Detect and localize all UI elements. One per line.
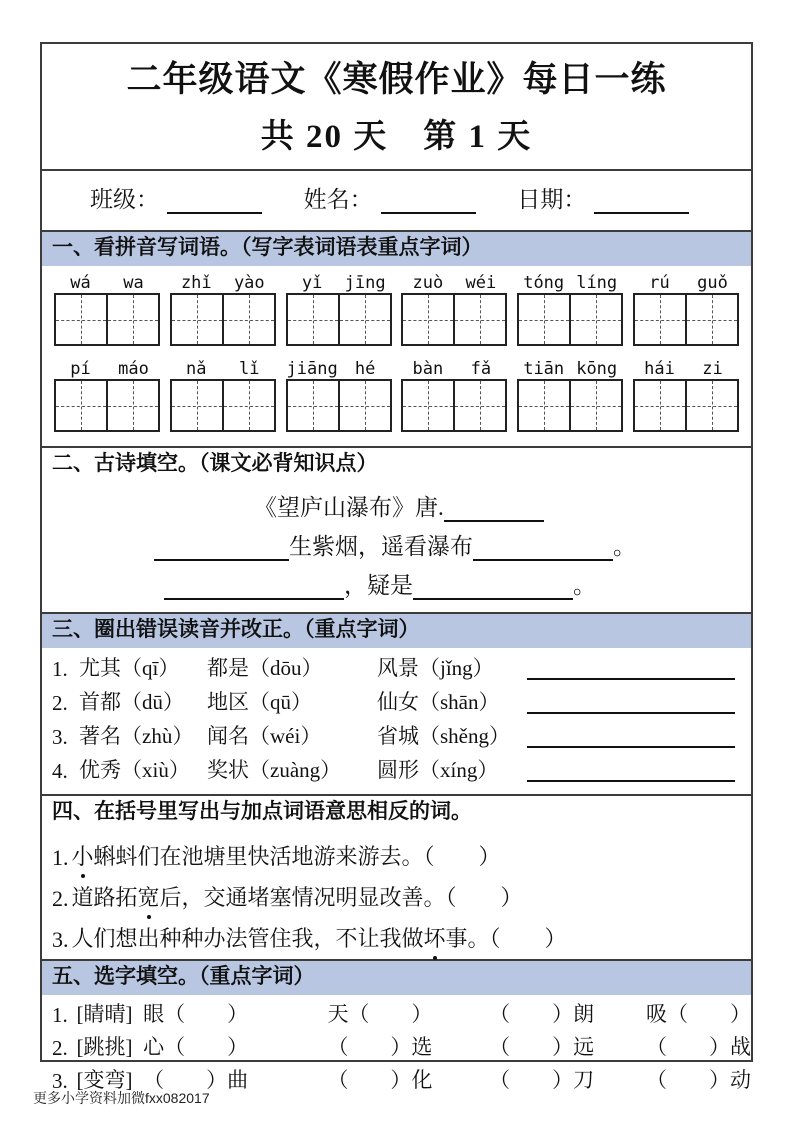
antonym-sentence — [42, 830, 751, 871]
class-field — [90, 181, 304, 214]
section-5 — [42, 961, 751, 1106]
section-5-rows — [42, 995, 751, 1094]
poem-line-1 — [254, 483, 751, 522]
section-2 — [42, 448, 751, 613]
section-4-header: 四、在括号里写出与加点词语意思相反的词。 — [52, 799, 472, 823]
section-3-items — [42, 648, 751, 784]
writing-cell — [569, 381, 621, 430]
section-2-header: 二、古诗填空。（课文必背知识点） — [52, 452, 378, 476]
pinyin-writing-unit — [286, 268, 392, 346]
fill-slot: （ ）战 — [646, 1035, 751, 1060]
section-4 — [42, 796, 751, 961]
writing-cell — [338, 381, 390, 430]
writing-cell — [106, 381, 158, 430]
sentence-text: 事。（ ） — [445, 926, 567, 951]
section-3 — [42, 614, 751, 796]
pinyin-syllable: líng — [576, 273, 618, 294]
fill-slot: （ ）动 — [646, 1068, 751, 1093]
writing-grid — [401, 293, 507, 346]
writing-cell — [106, 295, 158, 344]
pronunciation-item — [42, 648, 751, 682]
writing-cell — [222, 381, 274, 430]
pinyin-label — [170, 354, 276, 379]
writing-grid — [170, 293, 276, 346]
pinyin-writing-unit — [170, 354, 276, 432]
writing-cell — [56, 381, 106, 430]
pinyin-grid-row-1 — [42, 266, 751, 346]
character-options: [变弯] — [76, 1068, 133, 1093]
fill-slot: 吸（ ） — [646, 1002, 751, 1027]
pinyin-label — [54, 354, 160, 379]
writing-cell — [685, 295, 737, 344]
sentence-text: 道路拓 — [71, 885, 138, 910]
writing-cell — [453, 295, 505, 344]
sentence-text: 后，交通堵塞情况明显改善。（ ） — [159, 885, 523, 910]
item-number: 1. — [52, 656, 68, 681]
writing-grid — [401, 379, 507, 432]
pinyin-syllable: zuò — [412, 273, 444, 294]
pinyin-syllable: zhǐ — [180, 273, 212, 294]
fill-blank — [444, 497, 544, 521]
section-4-items — [42, 830, 751, 953]
word-with-pinyin: 仙女（shān） — [377, 689, 500, 714]
poem-punctuation: 。 — [573, 572, 596, 598]
emphasized-character: 小 — [72, 840, 94, 871]
writing-cell — [56, 295, 106, 344]
pinyin-writing-unit — [401, 354, 507, 432]
pinyin-writing-unit — [54, 268, 160, 346]
pinyin-writing-unit — [517, 354, 623, 432]
correction-blank — [527, 780, 735, 782]
item-number: 2. — [52, 690, 68, 715]
writing-cell — [338, 295, 390, 344]
pinyin-writing-unit — [54, 354, 160, 432]
item-number: 1. — [52, 1003, 68, 1028]
section-1-header: 一、看拼音写词语。（写字表词语表重点字词） — [42, 232, 751, 266]
pinyin-label — [170, 268, 276, 293]
writing-grid — [517, 379, 623, 432]
pinyin-syllable: máo — [118, 359, 149, 380]
writing-grid — [286, 293, 392, 346]
pinyin-syllable: rú — [649, 273, 670, 294]
pinyin-syllable: hái — [644, 359, 675, 380]
writing-cell — [288, 381, 338, 430]
character-choice-row — [42, 1028, 751, 1061]
class-blank — [167, 190, 262, 214]
pinyin-label — [633, 354, 739, 379]
pinyin-writing-unit — [517, 268, 623, 346]
word-with-pinyin: 奖状（zuàng） — [207, 757, 342, 782]
name-blank — [381, 190, 476, 214]
writing-cell — [172, 381, 222, 430]
writing-grid — [54, 293, 160, 346]
poem-text: ，疑是 — [344, 572, 413, 598]
correction-blank — [527, 678, 735, 680]
sentence-text: 蝌蚪们在池塘里快活地游来游去。（ ） — [93, 844, 501, 869]
character-options: [睛晴] — [76, 1002, 133, 1027]
writing-cell — [222, 295, 274, 344]
pinyin-syllable: tóng — [523, 273, 565, 294]
fill-slot: 眼（ ） — [143, 1002, 249, 1027]
pinyin-syllable: yào — [233, 273, 265, 294]
writing-grid — [286, 379, 392, 432]
word-with-pinyin: 地区（qū） — [207, 689, 312, 714]
date-blank — [594, 190, 689, 214]
item-number: 1. — [52, 845, 69, 870]
word-with-pinyin: 著名（zhù） — [79, 723, 194, 748]
name-field — [304, 181, 518, 214]
word-with-pinyin: 闻名（wéi） — [207, 723, 322, 748]
poem-text: 生紫烟，遥看瀑布 — [289, 533, 473, 559]
poem-punctuation: 。 — [613, 533, 636, 559]
fill-slot: （ ）曲 — [143, 1068, 249, 1093]
pronunciation-item — [42, 682, 751, 716]
fill-slot: （ ）选 — [327, 1035, 433, 1060]
pinyin-syllable: yǐ — [301, 273, 323, 294]
pinyin-writing-unit — [286, 354, 392, 432]
pinyin-writing-unit — [633, 354, 739, 432]
section-5-header: 五、选字填空。（重点字词） — [42, 961, 751, 995]
pinyin-label — [401, 354, 507, 379]
fill-blank — [413, 575, 573, 599]
writing-cell — [519, 295, 569, 344]
fill-slot: （ ）远 — [489, 1035, 595, 1060]
fill-blank — [473, 536, 613, 560]
pinyin-syllable: wa — [123, 273, 144, 294]
word-with-pinyin: 尤其（qī） — [79, 655, 180, 680]
fill-slot: 心（ ） — [143, 1035, 249, 1060]
info-row — [42, 171, 751, 232]
pinyin-label — [54, 268, 160, 293]
pinyin-syllable: hé — [354, 359, 376, 380]
worksheet — [40, 42, 753, 1094]
fill-slot: （ ）化 — [327, 1068, 433, 1093]
word-with-pinyin: 风景（jǐng） — [377, 655, 494, 680]
section-3-header: 三、圈出错误读音并改正。（重点字词） — [42, 614, 751, 648]
word-with-pinyin: 都是（dōu） — [207, 655, 323, 680]
emphasized-character: 宽 — [138, 881, 160, 912]
writing-cell — [519, 381, 569, 430]
pinyin-label — [286, 268, 392, 293]
pinyin-label — [286, 354, 392, 379]
pinyin-syllable: nǎ — [186, 359, 207, 380]
pinyin-syllable: guǒ — [697, 273, 728, 294]
writing-cell — [403, 295, 453, 344]
class-label: 班级： — [90, 187, 159, 212]
pinyin-writing-unit — [170, 268, 276, 346]
writing-cell — [685, 381, 737, 430]
fill-blank — [164, 575, 344, 599]
fill-blank — [154, 536, 289, 560]
pinyin-syllable: wá — [70, 273, 91, 294]
character-options: [跳挑] — [76, 1035, 133, 1060]
title-block — [42, 44, 751, 171]
pinyin-syllable: lǐ — [239, 359, 260, 380]
correction-blank — [527, 712, 735, 714]
fill-slot: （ ）朗 — [489, 1002, 595, 1027]
pinyin-writing-unit — [401, 268, 507, 346]
item-number: 4. — [52, 758, 68, 783]
writing-grid — [633, 379, 739, 432]
pinyin-syllable: wéi — [465, 273, 497, 294]
pronunciation-item — [42, 716, 751, 750]
poem-title-text: 《望庐山瀑布》唐. — [254, 494, 444, 520]
item-number: 3. — [52, 927, 69, 952]
word-with-pinyin: 优秀（xiù） — [79, 757, 190, 782]
character-choice-row — [42, 995, 751, 1028]
word-with-pinyin: 首都（dū） — [79, 689, 184, 714]
item-number: 3. — [52, 1069, 68, 1094]
date-label: 日期： — [517, 187, 587, 212]
page-title: 二年级语文《寒假作业》每日一练 — [126, 60, 667, 99]
sentence-text: 人们想出种种办法管住我，不让我做 — [71, 926, 424, 951]
poem-line-3 — [164, 561, 751, 600]
pinyin-writing-unit — [633, 268, 739, 346]
pinyin-syllable: fǎ — [470, 359, 492, 380]
word-with-pinyin: 圆形（xíng） — [377, 757, 499, 782]
writing-cell — [635, 381, 685, 430]
pinyin-syllable: tiān — [523, 359, 565, 380]
writing-grid — [517, 293, 623, 346]
footer-watermark: 更多小学资料加微fxx082017 — [33, 1090, 210, 1106]
writing-cell — [569, 295, 621, 344]
writing-grid — [54, 379, 160, 432]
pinyin-label — [517, 354, 623, 379]
pinyin-label — [517, 268, 623, 293]
fill-slot: 天（ ） — [327, 1002, 433, 1027]
pinyin-label — [401, 268, 507, 293]
correction-blank — [527, 746, 735, 748]
antonym-sentence — [42, 871, 751, 912]
pinyin-grid-row-2 — [42, 346, 751, 446]
item-number: 2. — [52, 1036, 68, 1061]
pinyin-syllable: jīng — [344, 273, 386, 294]
pinyin-syllable: pí — [70, 359, 91, 380]
emphasized-character: 坏 — [424, 922, 446, 953]
name-label: 姓名： — [303, 187, 373, 212]
pinyin-syllable: kōng — [576, 359, 618, 380]
writing-cell — [288, 295, 338, 344]
writing-grid — [170, 379, 276, 432]
word-with-pinyin: 省城（shěng） — [377, 723, 510, 748]
poem-line-2 — [154, 522, 751, 561]
writing-cell — [403, 381, 453, 430]
pinyin-syllable: bàn — [412, 359, 444, 380]
pronunciation-item — [42, 750, 751, 784]
pinyin-syllable: zi — [702, 359, 723, 380]
writing-grid — [633, 293, 739, 346]
fill-slot: （ ）刀 — [489, 1068, 595, 1093]
item-number: 2. — [52, 886, 69, 911]
writing-cell — [172, 295, 222, 344]
pinyin-syllable: jiāng — [286, 359, 338, 380]
date-field — [517, 181, 731, 214]
item-number: 3. — [52, 724, 68, 749]
page-subtitle: 共 20 天 第 1 天 — [260, 119, 533, 155]
writing-cell — [453, 381, 505, 430]
section-1 — [42, 232, 751, 448]
writing-cell — [635, 295, 685, 344]
pinyin-label — [633, 268, 739, 293]
